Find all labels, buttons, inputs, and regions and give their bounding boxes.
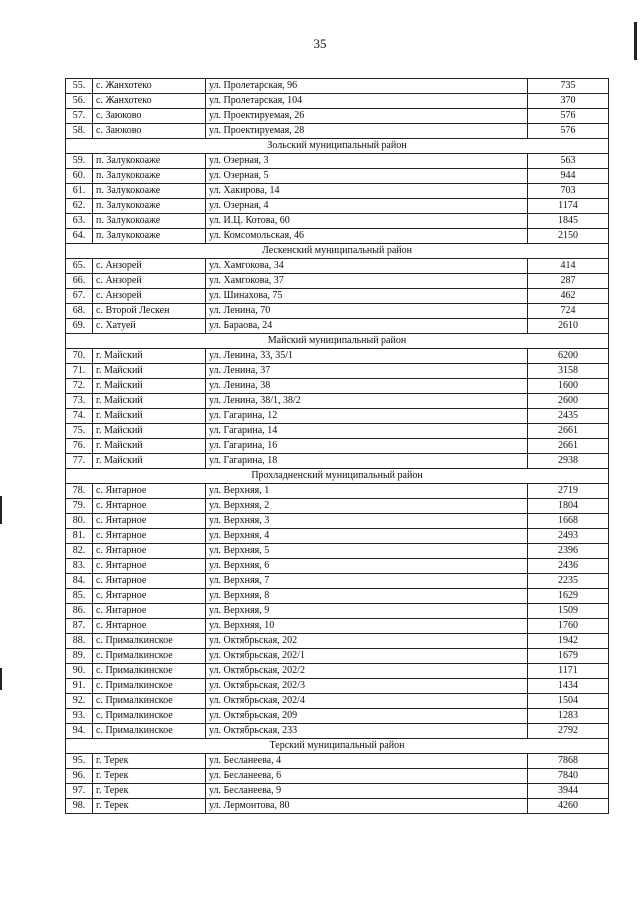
address-cell: ул. Шинахова, 75: [206, 289, 528, 304]
address-cell: ул. Верхняя, 3: [206, 514, 528, 529]
value-cell: 2610: [528, 319, 609, 334]
table-row: [66, 79, 609, 94]
settlement-cell: с. Прималкинское: [93, 709, 206, 724]
address-cell: ул. Бесланеева, 4: [206, 754, 528, 769]
table-row: [66, 154, 609, 169]
address-cell: ул. Ленина, 38/1, 38/2: [206, 394, 528, 409]
value-cell: 724: [528, 304, 609, 319]
value-cell: 2600: [528, 394, 609, 409]
table-row: [66, 514, 609, 529]
table-row: [66, 634, 609, 649]
value-cell: 1434: [528, 679, 609, 694]
settlement-cell: с. Янтарное: [93, 514, 206, 529]
address-cell: ул. Верхняя, 1: [206, 484, 528, 499]
settlement-cell: г. Терек: [93, 754, 206, 769]
value-cell: 3944: [528, 784, 609, 799]
address-table-body: [66, 79, 609, 814]
table-row: [66, 124, 609, 139]
row-number: 73.: [66, 394, 93, 409]
row-number: 71.: [66, 364, 93, 379]
address-cell: ул. Гагарина, 12: [206, 409, 528, 424]
section-title: Зольский муниципальный район: [66, 139, 609, 154]
address-cell: ул. Бесланеева, 9: [206, 784, 528, 799]
value-cell: 1845: [528, 214, 609, 229]
value-cell: 2436: [528, 559, 609, 574]
address-cell: ул. Пролетарская, 96: [206, 79, 528, 94]
address-cell: ул. Верхняя, 8: [206, 589, 528, 604]
row-number: 89.: [66, 649, 93, 664]
scan-edge-mark-left: [0, 668, 2, 690]
settlement-cell: с. Анзорей: [93, 259, 206, 274]
row-number: 93.: [66, 709, 93, 724]
address-cell: ул. Верхняя, 6: [206, 559, 528, 574]
row-number: 84.: [66, 574, 93, 589]
settlement-cell: с. Прималкинское: [93, 664, 206, 679]
table-row: [66, 484, 609, 499]
row-number: 82.: [66, 544, 93, 559]
section-title: Майский муниципальный район: [66, 334, 609, 349]
table-row: [66, 784, 609, 799]
row-number: 77.: [66, 454, 93, 469]
table-row: [66, 589, 609, 604]
settlement-cell: п. Залукокоаже: [93, 229, 206, 244]
settlement-cell: г. Майский: [93, 364, 206, 379]
value-cell: 703: [528, 184, 609, 199]
row-number: 66.: [66, 274, 93, 289]
row-number: 90.: [66, 664, 93, 679]
table-row: [66, 169, 609, 184]
row-number: 55.: [66, 79, 93, 94]
settlement-cell: г. Майский: [93, 349, 206, 364]
row-number: 85.: [66, 589, 93, 604]
row-number: 88.: [66, 634, 93, 649]
address-cell: ул. Октябрьская, 202/3: [206, 679, 528, 694]
row-number: 79.: [66, 499, 93, 514]
value-cell: 2150: [528, 229, 609, 244]
section-row: [66, 739, 609, 754]
settlement-cell: с. Прималкинское: [93, 694, 206, 709]
address-cell: ул. Ленина, 70: [206, 304, 528, 319]
address-cell: ул. Гагарина, 18: [206, 454, 528, 469]
settlement-cell: с. Жанхотеко: [93, 79, 206, 94]
table-row: [66, 199, 609, 214]
settlement-cell: с. Янтарное: [93, 529, 206, 544]
value-cell: 1504: [528, 694, 609, 709]
table-row: [66, 679, 609, 694]
address-cell: ул. И.Ц. Котова, 60: [206, 214, 528, 229]
row-number: 87.: [66, 619, 93, 634]
address-cell: ул. Верхняя, 7: [206, 574, 528, 589]
settlement-cell: с. Анзорей: [93, 289, 206, 304]
settlement-cell: с. Прималкинское: [93, 649, 206, 664]
table-row: [66, 769, 609, 784]
table-row: [66, 529, 609, 544]
row-number: 61.: [66, 184, 93, 199]
table-row: [66, 394, 609, 409]
table-row: [66, 724, 609, 739]
scan-edge-mark-left: [0, 496, 2, 524]
table-row: [66, 229, 609, 244]
row-number: 70.: [66, 349, 93, 364]
table-row: [66, 94, 609, 109]
settlement-cell: п. Залукокоаже: [93, 214, 206, 229]
value-cell: 6200: [528, 349, 609, 364]
row-number: 74.: [66, 409, 93, 424]
value-cell: 2235: [528, 574, 609, 589]
address-cell: ул. Октябрьская, 202/2: [206, 664, 528, 679]
row-number: 62.: [66, 199, 93, 214]
address-cell: ул. Озерная, 3: [206, 154, 528, 169]
row-number: 64.: [66, 229, 93, 244]
value-cell: 1679: [528, 649, 609, 664]
settlement-cell: с. Янтарное: [93, 484, 206, 499]
address-cell: ул. Верхняя, 9: [206, 604, 528, 619]
address-cell: ул. Октябрьская, 202/1: [206, 649, 528, 664]
value-cell: 576: [528, 109, 609, 124]
table-row: [66, 274, 609, 289]
row-number: 65.: [66, 259, 93, 274]
value-cell: 1804: [528, 499, 609, 514]
value-cell: 1171: [528, 664, 609, 679]
row-number: 95.: [66, 754, 93, 769]
row-number: 58.: [66, 124, 93, 139]
value-cell: 1283: [528, 709, 609, 724]
settlement-cell: с. Янтарное: [93, 589, 206, 604]
value-cell: 1760: [528, 619, 609, 634]
row-number: 97.: [66, 784, 93, 799]
value-cell: 1174: [528, 199, 609, 214]
value-cell: 287: [528, 274, 609, 289]
address-cell: ул. Проектируемая, 26: [206, 109, 528, 124]
settlement-cell: г. Майский: [93, 424, 206, 439]
settlement-cell: с. Анзорей: [93, 274, 206, 289]
row-number: 72.: [66, 379, 93, 394]
value-cell: 4260: [528, 799, 609, 814]
settlement-cell: с. Заюково: [93, 124, 206, 139]
row-number: 75.: [66, 424, 93, 439]
row-number: 91.: [66, 679, 93, 694]
address-cell: ул. Октябрьская, 202/4: [206, 694, 528, 709]
address-cell: ул. Лермонтова, 80: [206, 799, 528, 814]
table-row: [66, 364, 609, 379]
table-row: [66, 799, 609, 814]
value-cell: 1629: [528, 589, 609, 604]
section-row: [66, 469, 609, 484]
value-cell: 563: [528, 154, 609, 169]
settlement-cell: г. Майский: [93, 394, 206, 409]
settlement-cell: с. Прималкинское: [93, 724, 206, 739]
address-cell: ул. Гагарина, 14: [206, 424, 528, 439]
value-cell: 7868: [528, 754, 609, 769]
table-row: [66, 499, 609, 514]
settlement-cell: с. Янтарное: [93, 604, 206, 619]
row-number: 94.: [66, 724, 93, 739]
settlement-cell: с. Жанхотеко: [93, 94, 206, 109]
scan-edge-mark-right: [634, 22, 637, 60]
value-cell: 7840: [528, 769, 609, 784]
settlement-cell: г. Майский: [93, 454, 206, 469]
address-cell: ул. Хакирова, 14: [206, 184, 528, 199]
address-cell: ул. Ленина, 38: [206, 379, 528, 394]
table-row: [66, 559, 609, 574]
row-number: 59.: [66, 154, 93, 169]
row-number: 60.: [66, 169, 93, 184]
row-number: 86.: [66, 604, 93, 619]
value-cell: 944: [528, 169, 609, 184]
table-row: [66, 694, 609, 709]
section-row: [66, 244, 609, 259]
row-number: 81.: [66, 529, 93, 544]
address-cell: ул. Бараова, 24: [206, 319, 528, 334]
row-number: 83.: [66, 559, 93, 574]
address-cell: ул. Октябрьская, 209: [206, 709, 528, 724]
settlement-cell: п. Залукокоаже: [93, 184, 206, 199]
table-row: [66, 574, 609, 589]
value-cell: 1942: [528, 634, 609, 649]
value-cell: 414: [528, 259, 609, 274]
settlement-cell: с. Прималкинское: [93, 634, 206, 649]
value-cell: 2396: [528, 544, 609, 559]
row-number: 76.: [66, 439, 93, 454]
address-table: [65, 78, 609, 814]
row-number: 96.: [66, 769, 93, 784]
value-cell: 2493: [528, 529, 609, 544]
settlement-cell: г. Терек: [93, 769, 206, 784]
settlement-cell: с. Янтарное: [93, 499, 206, 514]
table-row: [66, 544, 609, 559]
address-cell: ул. Гагарина, 16: [206, 439, 528, 454]
table-row: [66, 664, 609, 679]
table-row: [66, 289, 609, 304]
table-row: [66, 109, 609, 124]
value-cell: 2435: [528, 409, 609, 424]
address-cell: ул. Верхняя, 5: [206, 544, 528, 559]
row-number: 78.: [66, 484, 93, 499]
settlement-cell: с. Второй Лескен: [93, 304, 206, 319]
table-row: [66, 349, 609, 364]
value-cell: 576: [528, 124, 609, 139]
settlement-cell: г. Терек: [93, 784, 206, 799]
value-cell: 370: [528, 94, 609, 109]
value-cell: 462: [528, 289, 609, 304]
settlement-cell: с. Прималкинское: [93, 679, 206, 694]
settlement-cell: п. Залукокоаже: [93, 199, 206, 214]
settlement-cell: п. Залукокоаже: [93, 154, 206, 169]
table-row: [66, 409, 609, 424]
section-title: Прохладненский муниципальный район: [66, 469, 609, 484]
value-cell: 2661: [528, 424, 609, 439]
table-row: [66, 439, 609, 454]
settlement-cell: г. Терек: [93, 799, 206, 814]
table-row: [66, 184, 609, 199]
table-row: [66, 319, 609, 334]
table-row: [66, 454, 609, 469]
address-cell: ул. Хамгокова, 34: [206, 259, 528, 274]
address-cell: ул. Проектируемая, 28: [206, 124, 528, 139]
address-cell: ул. Хамгокова, 37: [206, 274, 528, 289]
section-title: Лескенский муниципальный район: [66, 244, 609, 259]
table-row: [66, 214, 609, 229]
row-number: 63.: [66, 214, 93, 229]
value-cell: 2719: [528, 484, 609, 499]
value-cell: 2661: [528, 439, 609, 454]
settlement-cell: с. Янтарное: [93, 544, 206, 559]
row-number: 69.: [66, 319, 93, 334]
address-cell: ул. Комсомольская, 46: [206, 229, 528, 244]
address-cell: ул. Пролетарская, 104: [206, 94, 528, 109]
row-number: 98.: [66, 799, 93, 814]
settlement-cell: г. Майский: [93, 439, 206, 454]
address-cell: ул. Верхняя, 4: [206, 529, 528, 544]
row-number: 56.: [66, 94, 93, 109]
row-number: 80.: [66, 514, 93, 529]
table-row: [66, 379, 609, 394]
address-cell: ул. Октябрьская, 233: [206, 724, 528, 739]
settlement-cell: г. Майский: [93, 409, 206, 424]
address-cell: ул. Октябрьская, 202: [206, 634, 528, 649]
value-cell: 3158: [528, 364, 609, 379]
settlement-cell: г. Майский: [93, 379, 206, 394]
row-number: 92.: [66, 694, 93, 709]
settlement-cell: с. Хатуей: [93, 319, 206, 334]
settlement-cell: с. Янтарное: [93, 619, 206, 634]
value-cell: 1509: [528, 604, 609, 619]
address-cell: ул. Ленина, 37: [206, 364, 528, 379]
table-row: [66, 304, 609, 319]
value-cell: 735: [528, 79, 609, 94]
value-cell: 1600: [528, 379, 609, 394]
settlement-cell: с. Заюково: [93, 109, 206, 124]
table-row: [66, 424, 609, 439]
value-cell: 2938: [528, 454, 609, 469]
page-number: 35: [313, 36, 327, 51]
settlement-cell: с. Янтарное: [93, 559, 206, 574]
table-row: [66, 259, 609, 274]
row-number: 67.: [66, 289, 93, 304]
table-row: [66, 709, 609, 724]
section-row: [66, 139, 609, 154]
value-cell: 1668: [528, 514, 609, 529]
table-row: [66, 619, 609, 634]
section-title: Терский муниципальный район: [66, 739, 609, 754]
address-cell: ул. Верхняя, 10: [206, 619, 528, 634]
value-cell: 2792: [528, 724, 609, 739]
row-number: 57.: [66, 109, 93, 124]
address-cell: ул. Озерная, 5: [206, 169, 528, 184]
table-row: [66, 604, 609, 619]
address-cell: ул. Бесланеева, 6: [206, 769, 528, 784]
address-cell: ул. Верхняя, 2: [206, 499, 528, 514]
table-row: [66, 754, 609, 769]
settlement-cell: п. Залукокоаже: [93, 169, 206, 184]
section-row: [66, 334, 609, 349]
address-cell: ул. Озерная, 4: [206, 199, 528, 214]
table-row: [66, 649, 609, 664]
row-number: 68.: [66, 304, 93, 319]
settlement-cell: с. Янтарное: [93, 574, 206, 589]
address-cell: ул. Ленина, 33, 35/1: [206, 349, 528, 364]
